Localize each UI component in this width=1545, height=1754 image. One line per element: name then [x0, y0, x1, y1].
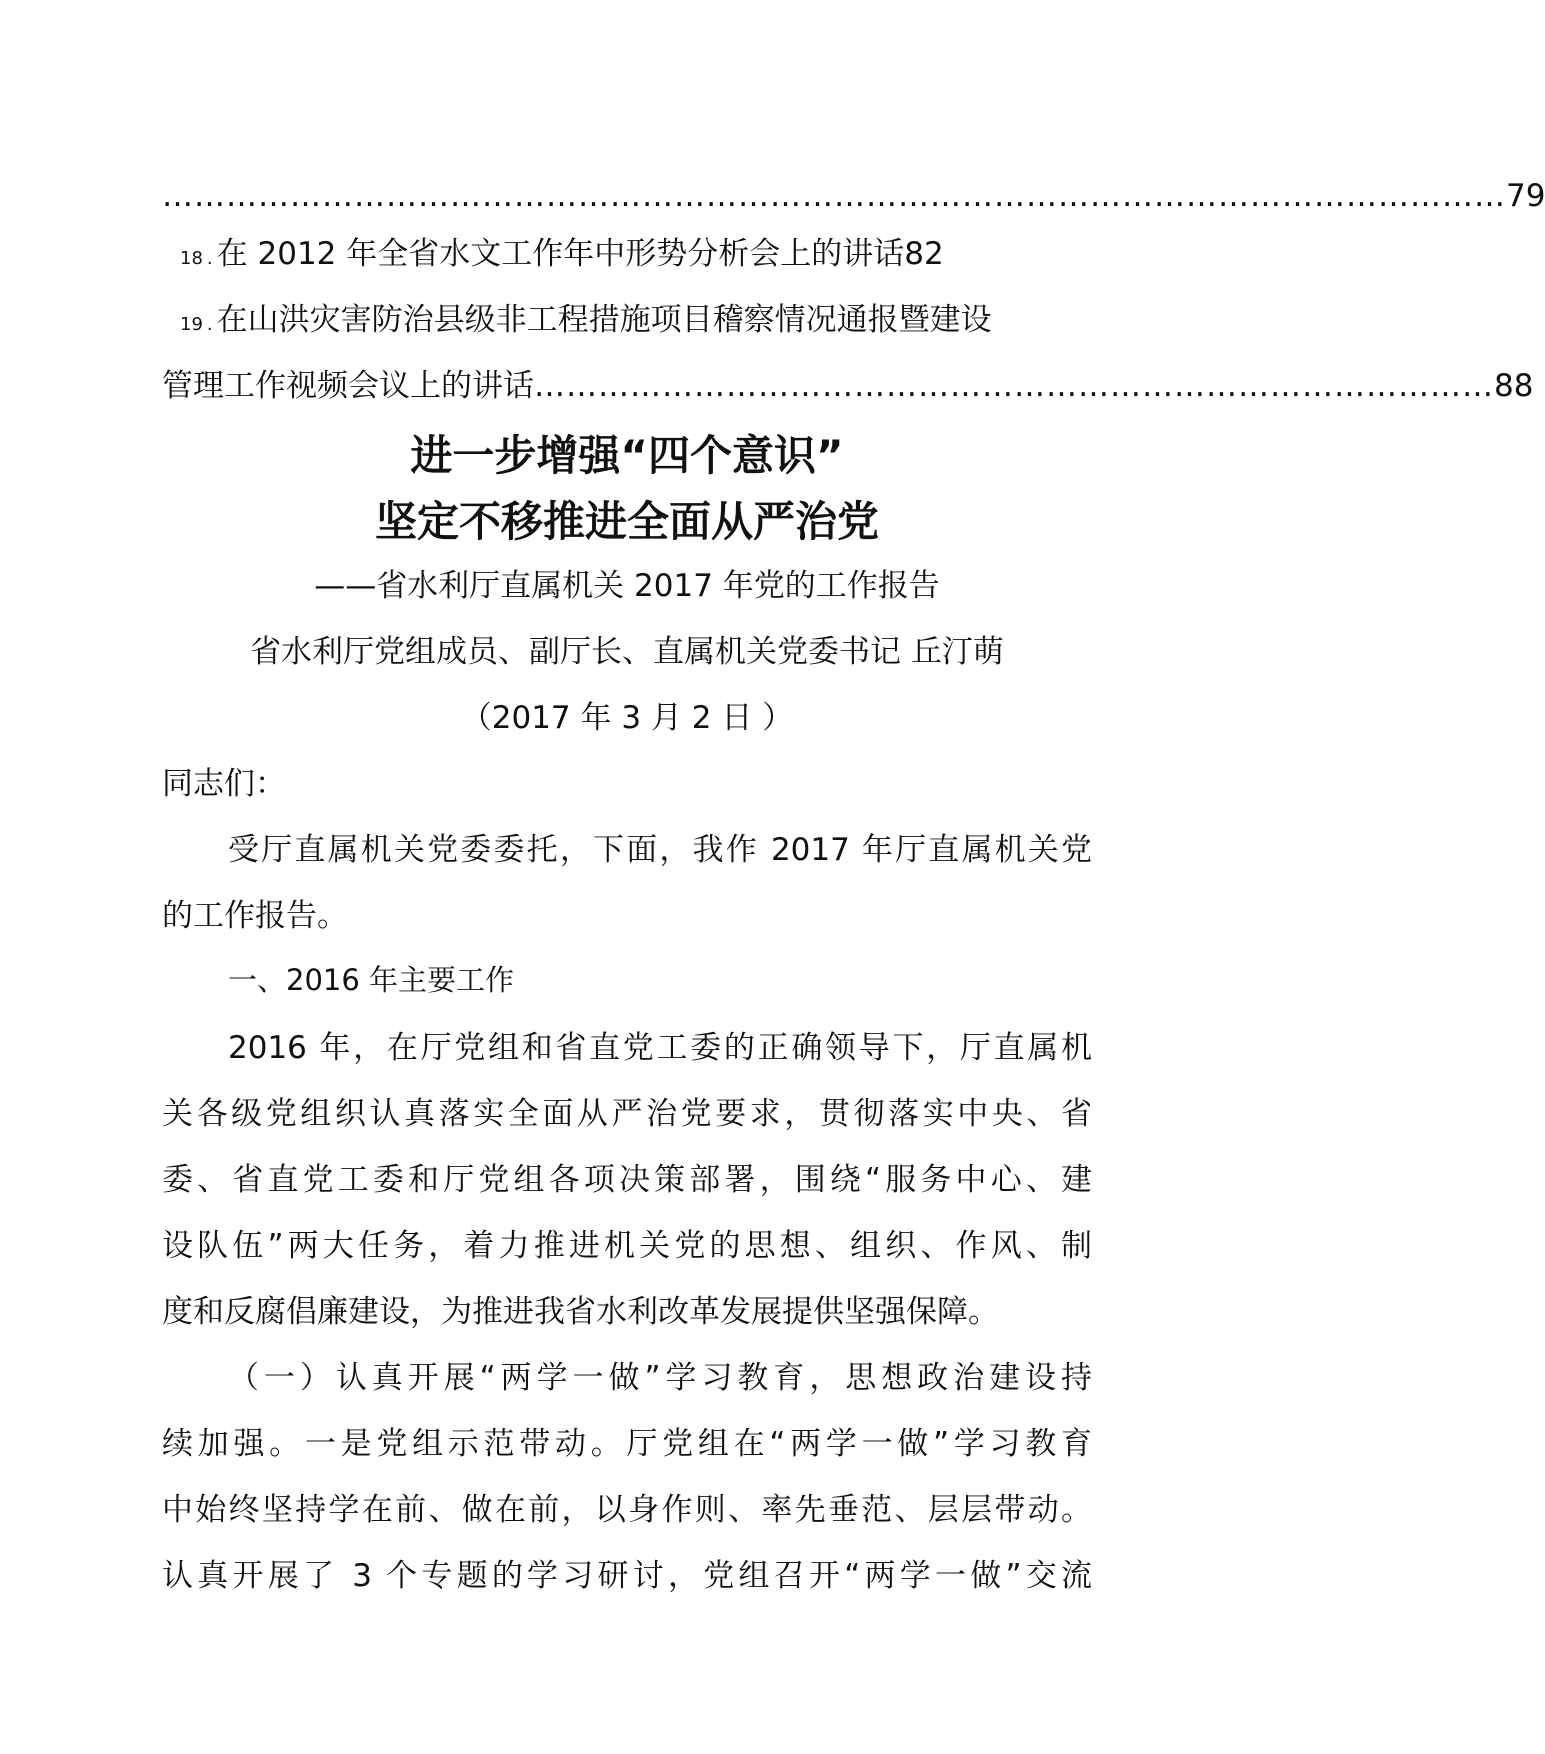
article-title-line1: 进一步增强“四个意识” [410, 431, 844, 480]
toc-leader-dots: ……………………………………………………………………………… [534, 368, 1494, 404]
paragraph-2-line-1: 2016 年，在厅党组和省直党工委的正确领导下，厅直属机 [228, 1030, 1092, 1066]
toc-entry-number: 18 [180, 248, 203, 269]
toc-page-number: 88 [1494, 368, 1534, 404]
salutation: 同志们： [162, 766, 286, 802]
article-title-line2: 坚定不移推进全面从严治党 [374, 497, 879, 546]
toc-entry-separator: . [206, 314, 213, 335]
toc-page-number: 79 [1506, 178, 1545, 214]
paragraph-3-line-4: 认真开展了 3 个专题的学习研讨，党组召开“两学一做”交流 [162, 1558, 1092, 1594]
paragraph-2-line-2: 关各级党组织认真落实全面从严治党要求，贯彻落实中央、省 [162, 1096, 1092, 1132]
paragraph-3-line-1: （一）认真开展“两学一做”学习教育，思想政治建设持 [228, 1360, 1092, 1396]
article-author: 省水利厅党组成员、副厅长、直属机关党委书记 丘汀萌 [250, 634, 1004, 670]
toc-entry-title-continued: 管理工作视频会议上的讲话 [162, 368, 534, 404]
article-date: （2017 年 3 月 2 日 ） [460, 700, 794, 736]
toc-page-number: 82 [904, 236, 944, 272]
toc-entry-title: 在 2012 年全省水文工作年中形势分析会上的讲话 [216, 236, 905, 272]
toc-entry-number: 19 [180, 314, 203, 335]
paragraph-2-line-3: 委、省直党工委和厅党组各项决策部署，围绕“服务中心、建 [162, 1162, 1092, 1198]
toc-entry-separator: . [206, 248, 213, 269]
paragraph-2-line-4: 设队伍”两大任务，着力推进机关党的思想、组织、作风、制 [162, 1228, 1092, 1264]
paragraph-3-line-3: 中始终坚持学在前、做在前，以身作则、率先垂范、层层带动。 [162, 1492, 1092, 1528]
toc-entry-17-tail[interactable] [162, 174, 1545, 218]
toc-entry-19[interactable] [180, 298, 1092, 342]
paragraph-1-line-1: 受厅直属机关党委委托，下面，我作 2017 年厅直属机关党 [228, 832, 1092, 868]
toc-entry-19-line2[interactable] [162, 364, 1534, 408]
paragraph-3-line-2: 续加强。一是党组示范带动。厅党组在“两学一做”学习教育 [162, 1426, 1092, 1462]
paragraph-2-line-5: 度和反腐倡廉建设，为推进我省水利改革发展提供坚强保障。 [162, 1294, 999, 1330]
section-1-heading: 一、2016 年主要工作 [228, 963, 515, 997]
article-subtitle: ——省水利厅直属机关 2017 年党的工作报告 [314, 568, 940, 604]
toc-entry-title: 在山洪灾害防治县级非工程措施项目稽察情况通报暨建设 [216, 302, 992, 338]
toc-leader-dots: ……………………………………………………………………………………………………………… [162, 178, 1506, 214]
paragraph-1-line-2: 的工作报告。 [162, 898, 348, 934]
toc-entry-18[interactable] [180, 232, 1092, 276]
